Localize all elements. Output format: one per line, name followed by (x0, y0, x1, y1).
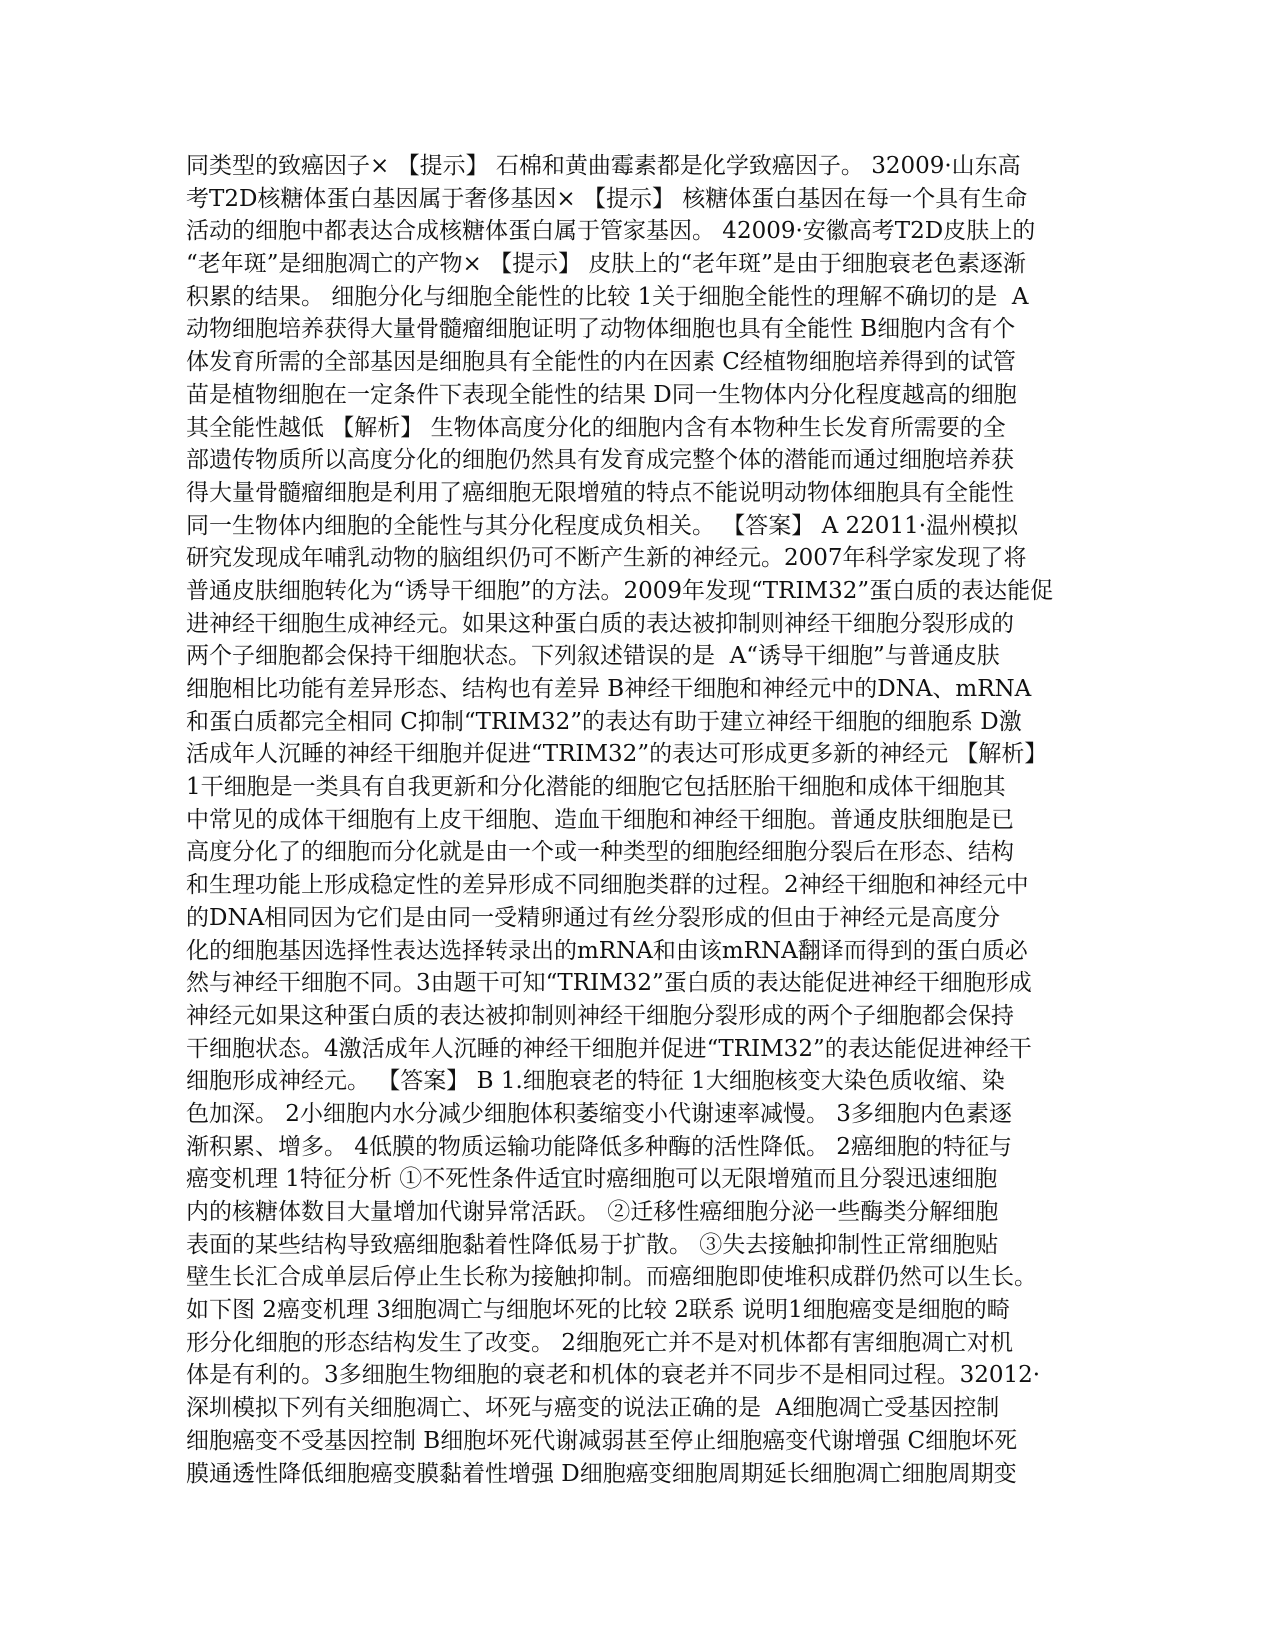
text-line: 癌变机理 1特征分析 ①不死性条件适宜时癌细胞可以无限增殖而且分裂迅速细胞 (186, 1166, 998, 1193)
text-line: 中常见的成体干细胞有上皮干细胞、造血干细胞和神经干细胞。普通皮肤细胞是已 (186, 806, 1014, 833)
text-line: 同一生物体内细胞的全能性与其分化程度成负相关。 【答案】 A 22011·温州模拟 (186, 512, 1019, 539)
text-line: 细胞相比功能有差异形态、结构也有差异 B神经干细胞和神经元中的DNA、mRNA (186, 676, 1032, 702)
text-line: 深圳模拟下列有关细胞凋亡、坏死与癌变的说法正确的是 A细胞凋亡受基因控制 (186, 1395, 1000, 1422)
text-line: 和生理功能上形成稳定性的差异形成不同细胞类群的过程。2神经干细胞和神经元中 (186, 872, 1029, 899)
text-line: 细胞形成神经元。 【答案】 B 1.细胞衰老的特征 1大细胞核变大染色质收缩、染 (186, 1068, 1005, 1095)
text-line: 色加深。 2小细胞内水分减少细胞体积萎缩变小代谢速率减慢。 3多细胞内色素逐 (186, 1100, 1012, 1127)
text-line: 细胞癌变不受基因控制 B细胞坏死代谢减弱甚至停止细胞癌变代谢增强 C细胞坏死 (186, 1427, 1018, 1454)
text-line: 其全能性越低 【解析】 生物体高度分化的细胞内含有本物种生长发育所需要的全 (186, 414, 1006, 441)
text-line: 积累的结果。 细胞分化与细胞全能性的比较 1关于细胞全能性的理解不确切的是 A (186, 283, 1029, 310)
text-line: 渐积累、增多。 4低膜的物质运输功能降低多种酶的活性降低。 2癌细胞的特征与 (186, 1133, 1012, 1160)
text-line: 普通皮肤细胞转化为“诱导干细胞”的方法。2009年发现“TRIM32”蛋白质的表达能促 (186, 577, 1054, 604)
text-line: 的DNA相同因为它们是由同一受精卵通过有丝分裂形成的但由于神经元是高度分 (186, 904, 1001, 931)
text-line: 内的核糖体数目大量增加代谢异常活跃。 ②迁移性癌细胞分泌一些酶类分解细胞 (186, 1199, 999, 1225)
body-text (186, 150, 1086, 1490)
text-line: 表面的某些结构导致癌细胞黏着性降低易于扩散。 ③失去接触抑制性正常细胞贴 (186, 1231, 999, 1258)
text-line: 神经元如果这种蛋白质的表达被抑制则神经干细胞分裂形成的两个子细胞都会保持 (186, 1002, 1014, 1029)
text-line: 膜通透性降低细胞癌变膜黏着性增强 D细胞癌变细胞周期延长细胞凋亡细胞周期变 (186, 1460, 1017, 1487)
text-line: 得大量骨髓瘤细胞是利用了癌细胞无限增殖的特点不能说明动物体细胞具有全能性 (186, 479, 1014, 506)
text-line: 体是有利的。3多细胞生物细胞的衰老和机体的衰老并不同步不是相同过程。32012· (186, 1362, 1041, 1389)
text-line: 两个子细胞都会保持干细胞状态。下列叙述错误的是 A“诱导干细胞”与普通皮肤 (186, 643, 1000, 670)
text-line: 考T2D核糖体蛋白基因属于奢侈基因× 【提示】 核糖体蛋白基因在每一个具有生命 (186, 185, 1028, 212)
text-line: 形分化细胞的形态结构发生了改变。 2细胞死亡并不是对机体都有害细胞凋亡对机 (186, 1329, 1013, 1356)
text-line: 研究发现成年哺乳动物的脑组织仍可不断产生新的神经元。2007年科学家发现了将 (186, 545, 1027, 572)
text-line: 干细胞状态。4激活成年人沉睡的神经干细胞并促进“TRIM32”的表达能促进神经干 (186, 1035, 1032, 1062)
text-line: 部遗传物质所以高度分化的细胞仍然具有发育成完整个体的潜能而通过细胞培养获 (186, 447, 1014, 474)
text-line: 然与神经干细胞不同。3由题干可知“TRIM32”蛋白质的表达能促进神经干细胞形成 (186, 970, 1032, 997)
text-line: 化的细胞基因选择性表达选择转录出的mRNA和由该mRNA翻译而得到的蛋白质必 (186, 937, 1028, 964)
text-line: 体发育所需的全部基因是细胞具有全能性的内在因素 C经植物细胞培养得到的试管 (186, 349, 1016, 376)
text-line: “老年斑”是细胞凋亡的产物× 【提示】 皮肤上的“老年斑”是由于细胞衰老色素逐渐 (186, 251, 1026, 278)
text-line: 1干细胞是一类具有自我更新和分化潜能的细胞它包括胚胎干细胞和成体干细胞其 (186, 774, 1006, 801)
text-line: 如下图 2癌变机理 3细胞凋亡与细胞坏死的比较 2联系 说明1细胞癌变是细胞的畸 (186, 1297, 1010, 1324)
text-line: 进神经干细胞生成神经元。如果这种蛋白质的表达被抑制则神经干细胞分裂形成的 (186, 610, 1014, 637)
text-line: 苗是植物细胞在一定条件下表现全能性的结果 D同一生物体内分化程度越高的细胞 (186, 381, 1017, 408)
text-line: 高度分化了的细胞而分化就是由一个或一种类型的细胞经细胞分裂后在形态、结构 (186, 839, 1014, 866)
text-line: 活成年人沉睡的神经干细胞并促进“TRIM32”的表达可形成更多新的神经元 【解析】 (186, 741, 1048, 768)
text-line: 活动的细胞中都表达合成核糖体蛋白属于管家基因。 42009·安徽高考T2D皮肤上的 (186, 218, 1036, 245)
text-line: 和蛋白质都完全相同 C抑制“TRIM32”的表达有助于建立神经干细胞的细胞系 D激 (186, 708, 1022, 735)
text-line: 同类型的致癌因子× 【提示】 石棉和黄曲霉素都是化学致癌因子。 32009·山东高 (186, 153, 1021, 179)
text-line: 动物细胞培养获得大量骨髓瘤细胞证明了动物体细胞也具有全能性 B细胞内含有个 (186, 316, 1016, 343)
text-line: 壁生长汇合成单层后停止生长称为接触抑制。而癌细胞即使堆积成群仍然可以生长。 (186, 1264, 1037, 1291)
